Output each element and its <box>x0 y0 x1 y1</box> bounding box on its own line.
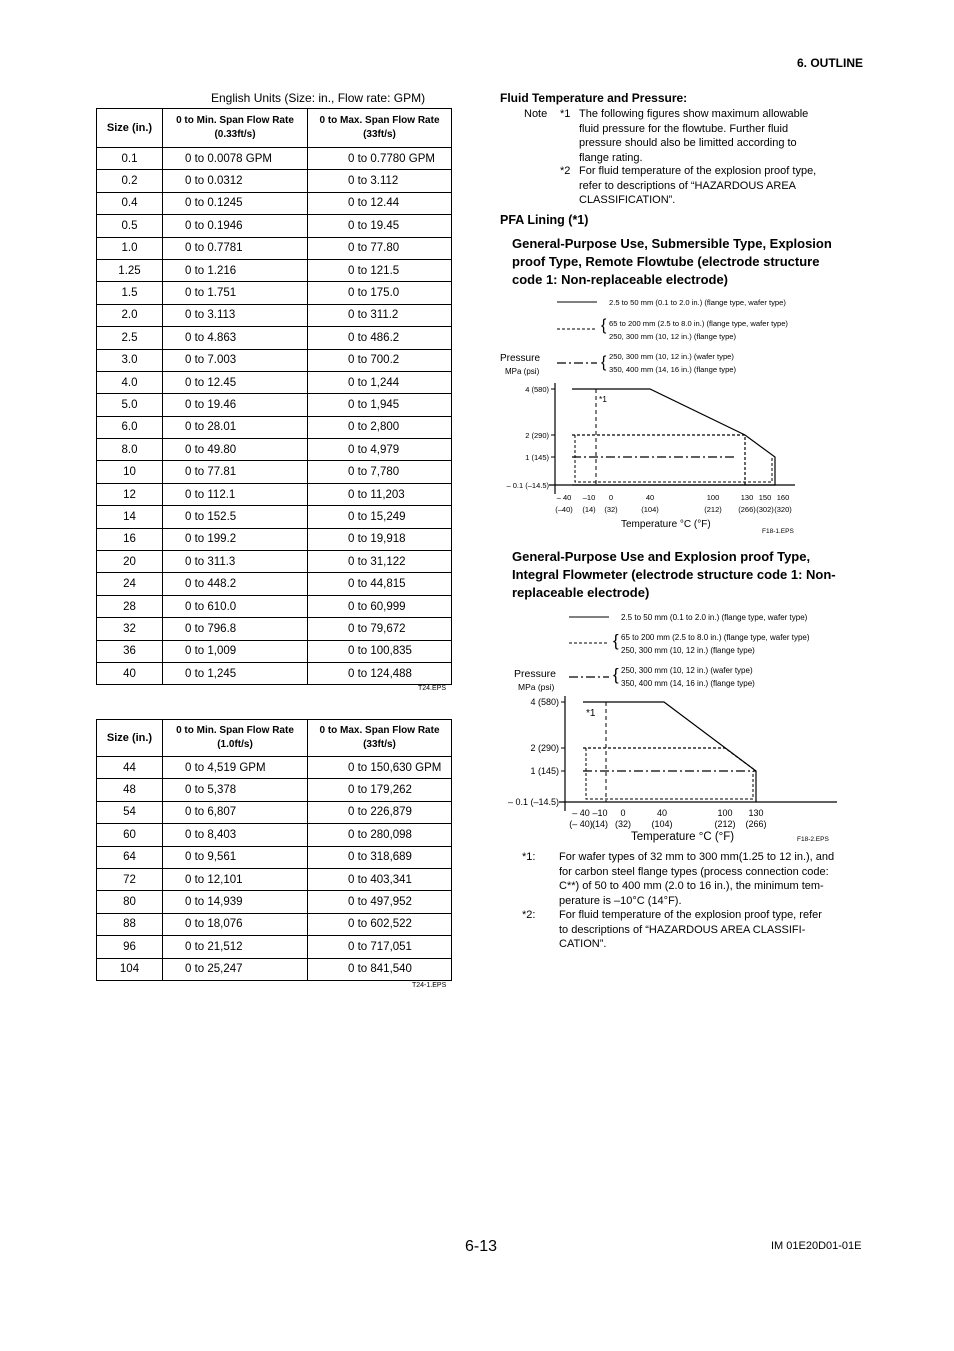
size-cell: 40 <box>97 662 163 684</box>
size-cell: 104 <box>97 958 163 980</box>
min-span-cell: 0 to 0.1946 <box>163 215 308 237</box>
table-row <box>97 327 452 349</box>
max-span-cell: 0 to 497,952 <box>308 891 452 913</box>
min-span-cell: 0 to 8,403 <box>163 824 308 846</box>
table-row <box>97 215 452 237</box>
min-span-cell: 0 to 1.216 <box>163 259 308 281</box>
chart-eps-label: F18-2.EPS <box>797 836 829 843</box>
note2-text: For fluid temperature of the explosion proof type, refer to descriptions of “HAZARDOUS AREA CLASSIFICATION”. <box>579 165 817 206</box>
table-row <box>97 349 452 371</box>
size-cell: 1.0 <box>97 237 163 259</box>
table-row <box>97 640 452 662</box>
size-cell: 72 <box>97 868 163 890</box>
x-tick-label: (302) <box>756 505 774 514</box>
size-cell: 28 <box>97 595 163 617</box>
chart-eps-label: F18-1.EPS <box>762 528 794 535</box>
max-span-cell: 0 to 121.5 <box>308 259 452 281</box>
x-tick-label: 150 <box>758 493 772 502</box>
annotation-mark: *1 <box>586 708 596 719</box>
table2-eps-label: T24-1.EPS <box>412 982 447 989</box>
min-span-cell: 0 to 4.863 <box>163 327 308 349</box>
size-cell: 96 <box>97 936 163 958</box>
size-cell: 14 <box>97 506 163 528</box>
series-dashed-inner-line <box>586 748 753 799</box>
legend-dashdot-label-2: 350, 400 mm (14, 16 in.) (flange type) <box>609 365 737 374</box>
y-axis-label-2: MPa (psi) <box>518 682 555 692</box>
max-span-cell: 0 to 31,122 <box>308 551 452 573</box>
legend-dashdot-label-2: 350, 400 mm (14, 16 in.) (flange type) <box>621 679 755 688</box>
max-span-cell: 0 to 486.2 <box>308 327 452 349</box>
y-axis-label-1: Pressure <box>500 353 541 364</box>
table-row <box>97 237 452 259</box>
x-tick-label: (14) <box>591 819 609 829</box>
x-tick-label: 0 <box>620 808 626 818</box>
footnote2-mark: *2: <box>522 909 536 921</box>
table-row <box>97 757 452 779</box>
size-cell: 1.5 <box>97 282 163 304</box>
header-size: Size (in.) <box>97 720 163 757</box>
x-tick-label: 0 <box>608 493 614 502</box>
legend-solid-label: 2.5 to 50 mm (0.1 to 2.0 in.) (flange type, wafer type) <box>621 613 808 622</box>
x-tick-label: 160 <box>776 493 790 502</box>
x-tick-label: –10 <box>592 808 608 818</box>
note2-mark: *2 <box>560 165 571 177</box>
min-span-cell: 0 to 4,519 GPM <box>163 757 308 779</box>
y-tick-label: 2 (290) <box>530 743 559 753</box>
max-span-cell: 0 to 0.7780 GPM <box>308 148 452 170</box>
size-cell: 8.0 <box>97 439 163 461</box>
size-cell: 44 <box>97 757 163 779</box>
legend-dashed-label-1: 65 to 200 mm (2.5 to 8.0 in.) (flange type, wafer type) <box>621 633 810 642</box>
table-row <box>97 416 452 438</box>
table-row <box>97 304 452 326</box>
min-span-cell: 0 to 28.01 <box>163 416 308 438</box>
max-span-cell: 0 to 403,341 <box>308 868 452 890</box>
chart2-heading: General-Purpose Use and Explosion proof Type, Integral Flowmeter (electrode structure code 1: Non- replaceable electrode) <box>512 549 836 600</box>
series-dashed-line <box>572 435 745 485</box>
max-span-cell: 0 to 15,249 <box>308 506 452 528</box>
series-dashed-inner-line <box>575 435 772 482</box>
max-span-cell: 0 to 100,835 <box>308 640 452 662</box>
table-row <box>97 551 452 573</box>
max-span-cell: 0 to 311.2 <box>308 304 452 326</box>
min-span-cell: 0 to 796.8 <box>163 618 308 640</box>
max-span-cell: 0 to 175.0 <box>308 282 452 304</box>
table-row <box>97 913 452 935</box>
max-span-cell: 0 to 7,780 <box>308 461 452 483</box>
y-tick-label: 2 (290) <box>525 431 549 440</box>
table-row <box>97 483 452 505</box>
x-tick-label: (–40) <box>555 505 573 514</box>
table-row <box>97 958 452 980</box>
size-cell: 80 <box>97 891 163 913</box>
y-tick-label: 1 (145) <box>525 453 549 462</box>
table-row <box>97 573 452 595</box>
max-span-cell: 0 to 700.2 <box>308 349 452 371</box>
header-size: Size (in.) <box>97 109 163 148</box>
min-span-cell: 0 to 9,561 <box>163 846 308 868</box>
max-span-cell: 0 to 77.80 <box>308 237 452 259</box>
y-tick-label: 4 (580) <box>525 385 549 394</box>
size-cell: 60 <box>97 824 163 846</box>
legend-dashed-label-2: 250, 300 mm (10, 12 in.) (flange type) <box>621 646 755 655</box>
max-span-cell: 0 to 150,630 GPM <box>308 757 452 779</box>
footnote1-mark: *1: <box>522 851 536 863</box>
max-span-cell: 0 to 280,098 <box>308 824 452 846</box>
size-cell: 2.0 <box>97 304 163 326</box>
max-span-cell: 0 to 717,051 <box>308 936 452 958</box>
table-row <box>97 439 452 461</box>
size-cell: 88 <box>97 913 163 935</box>
legend-dashdot-label-1: 250, 300 mm (10, 12 in.) (wafer type) <box>609 352 734 361</box>
size-cell: 32 <box>97 618 163 640</box>
table1-eps-label: T24.EPS <box>418 685 447 692</box>
legend-dashdot-label-1: 250, 300 mm (10, 12 in.) (wafer type) <box>621 666 753 675</box>
table-row <box>97 779 452 801</box>
max-span-cell: 0 to 1,945 <box>308 394 452 416</box>
max-span-cell: 0 to 3.112 <box>308 170 452 192</box>
max-span-cell: 0 to 179,262 <box>308 779 452 801</box>
legend-brace-2: { <box>601 354 607 371</box>
x-tick-label: (32) <box>604 505 618 514</box>
legend-dashed-label-2: 250, 300 mm (10, 12 in.) (flange type) <box>609 332 737 341</box>
header-min-span: 0 to Min. Span Flow Rate (0.33ft/s) <box>163 109 308 148</box>
x-axis-label: Temperature °C (°F) <box>631 831 735 843</box>
min-span-cell: 0 to 21,512 <box>163 936 308 958</box>
max-span-cell: 0 to 60,999 <box>308 595 452 617</box>
size-cell: 16 <box>97 528 163 550</box>
flow-rate-table-2 <box>96 719 452 981</box>
size-cell: 2.5 <box>97 327 163 349</box>
units-caption: English Units (Size: in., Flow rate: GPM) <box>211 91 426 105</box>
x-tick-label: (212) <box>714 819 736 829</box>
x-tick-label: (– 40) <box>569 819 593 829</box>
x-tick-label: 40 <box>645 493 655 502</box>
pfa-title: PFA Lining (*1) <box>500 213 589 227</box>
table-row <box>97 394 452 416</box>
size-cell: 20 <box>97 551 163 573</box>
size-cell: 3.0 <box>97 349 163 371</box>
min-span-cell: 0 to 25,247 <box>163 958 308 980</box>
size-cell: 0.4 <box>97 192 163 214</box>
max-span-cell: 0 to 318,689 <box>308 846 452 868</box>
max-span-cell: 0 to 79,672 <box>308 618 452 640</box>
pressure-temperature-chart-2 <box>495 605 845 845</box>
document-id: IM 01E20D01-01E <box>771 1240 862 1252</box>
min-span-cell: 0 to 49.80 <box>163 439 308 461</box>
legend-solid-label: 2.5 to 50 mm (0.1 to 2.0 in.) (flange type, wafer type) <box>609 298 786 307</box>
size-cell: 24 <box>97 573 163 595</box>
size-cell: 0.5 <box>97 215 163 237</box>
size-cell: 12 <box>97 483 163 505</box>
footnote2-text: For fluid temperature of the explosion proof type, refer to descriptions of “HAZARDOUS AREA CLASSIFI- CATION”. <box>559 909 822 950</box>
max-span-cell: 0 to 602,522 <box>308 913 452 935</box>
x-tick-label: (320) <box>774 505 792 514</box>
table-row <box>97 192 452 214</box>
min-span-cell: 0 to 199.2 <box>163 528 308 550</box>
size-cell: 36 <box>97 640 163 662</box>
y-tick-label: – 0.1 (–14.5) <box>507 797 559 807</box>
max-span-cell: 0 to 19,918 <box>308 528 452 550</box>
min-span-cell: 0 to 311.3 <box>163 551 308 573</box>
table-row <box>97 371 452 393</box>
min-span-cell: 0 to 1.751 <box>163 282 308 304</box>
chart1-heading: General-Purpose Use, Submersible Type, Explosion proof Type, Remote Flowtube (electrode structure code 1: Non-replaceable electrode) <box>512 236 832 287</box>
page-number: 6-13 <box>465 1238 498 1255</box>
size-cell: 0.2 <box>97 170 163 192</box>
table-row <box>97 170 452 192</box>
fluid-title: Fluid Temperature and Pressure: <box>500 91 688 105</box>
min-span-cell: 0 to 448.2 <box>163 573 308 595</box>
min-span-cell: 0 to 0.0078 GPM <box>163 148 308 170</box>
min-span-cell: 0 to 610.0 <box>163 595 308 617</box>
x-tick-label: (212) <box>704 505 722 514</box>
max-span-cell: 0 to 19.45 <box>308 215 452 237</box>
min-span-cell: 0 to 14,939 <box>163 891 308 913</box>
legend-brace-1: { <box>613 631 619 650</box>
footnote1-text: For wafer types of 32 mm to 300 mm(1.25 to 12 in.), and for carbon steel flange types (process connection code: C**) of 50 to 400 mm (2.0 to 16 in.), the minimum tem- perature is –10°C (14°F). <box>559 851 835 907</box>
size-cell: 1.25 <box>97 259 163 281</box>
header-min-span: 0 to Min. Span Flow Rate (1.0ft/s) <box>163 720 308 757</box>
annotation-mark: *1 <box>599 394 608 404</box>
y-tick-label: – 0.1 (–14.5) <box>506 481 549 490</box>
x-tick-label: – 40 <box>572 808 590 818</box>
series-solid-line <box>583 702 756 802</box>
header-max-span: 0 to Max. Span Flow Rate (33ft/s) <box>308 720 452 757</box>
size-cell: 6.0 <box>97 416 163 438</box>
chart2-plot-area <box>508 696 837 843</box>
y-tick-label: 4 (580) <box>530 697 559 707</box>
note-label: Note <box>524 108 548 120</box>
max-span-cell: 0 to 1,244 <box>308 371 452 393</box>
max-span-cell: 0 to 44,815 <box>308 573 452 595</box>
max-span-cell: 0 to 124,488 <box>308 662 452 684</box>
table-row <box>97 506 452 528</box>
legend-brace-1: { <box>601 317 607 334</box>
x-tick-label: (14) <box>582 505 596 514</box>
min-span-cell: 0 to 1,009 <box>163 640 308 662</box>
x-tick-label: 100 <box>706 493 720 502</box>
note1-text: The following figures show maximum allowable fluid pressure for the flowtube. Further fluid pressure should also be limitted according to flange rating. <box>579 108 809 164</box>
table-row <box>97 936 452 958</box>
x-tick-label: 130 <box>740 493 754 502</box>
max-span-cell: 0 to 226,879 <box>308 801 452 823</box>
min-span-cell: 0 to 6,807 <box>163 801 308 823</box>
table-row <box>97 595 452 617</box>
size-cell: 4.0 <box>97 371 163 393</box>
min-span-cell: 0 to 0.7781 <box>163 237 308 259</box>
x-axis-label: Temperature °C (°F) <box>621 519 711 530</box>
min-span-cell: 0 to 1,245 <box>163 662 308 684</box>
flow-rate-table-1 <box>96 108 452 685</box>
min-span-cell: 0 to 3.113 <box>163 304 308 326</box>
y-axis-label-2: MPa (psi) <box>505 367 540 376</box>
max-span-cell: 0 to 2,800 <box>308 416 452 438</box>
table-row <box>97 148 452 170</box>
table-row <box>97 846 452 868</box>
max-span-cell: 0 to 12.44 <box>308 192 452 214</box>
table-row <box>97 618 452 640</box>
x-tick-label: (104) <box>641 505 659 514</box>
size-cell: 0.1 <box>97 148 163 170</box>
min-span-cell: 0 to 12.45 <box>163 371 308 393</box>
max-span-cell: 0 to 11,203 <box>308 483 452 505</box>
x-tick-label: (266) <box>738 505 756 514</box>
chart1-plot-area <box>506 383 795 535</box>
header-max-span: 0 to Max. Span Flow Rate (33ft/s) <box>308 109 452 148</box>
table-row <box>97 662 452 684</box>
x-tick-label: (32) <box>614 819 632 829</box>
table-row <box>97 282 452 304</box>
max-span-cell: 0 to 841,540 <box>308 958 452 980</box>
x-tick-label: (104) <box>651 819 673 829</box>
x-tick-label: – 40 <box>556 493 572 502</box>
size-cell: 5.0 <box>97 394 163 416</box>
min-span-cell: 0 to 112.1 <box>163 483 308 505</box>
table-row <box>97 824 452 846</box>
min-span-cell: 0 to 12,101 <box>163 868 308 890</box>
table-row <box>97 461 452 483</box>
min-span-cell: 0 to 18,076 <box>163 913 308 935</box>
x-tick-label: 130 <box>748 808 764 818</box>
x-tick-label: 100 <box>717 808 733 818</box>
min-span-cell: 0 to 7.003 <box>163 349 308 371</box>
table-row <box>97 868 452 890</box>
table-row <box>97 259 452 281</box>
min-span-cell: 0 to 0.1245 <box>163 192 308 214</box>
table-row <box>97 801 452 823</box>
pressure-temperature-chart-1 <box>495 294 815 540</box>
y-tick-label: 1 (145) <box>530 766 559 776</box>
size-cell: 54 <box>97 801 163 823</box>
size-cell: 10 <box>97 461 163 483</box>
table-row <box>97 528 452 550</box>
size-cell: 48 <box>97 779 163 801</box>
x-tick-label: 40 <box>656 808 668 818</box>
min-span-cell: 0 to 77.81 <box>163 461 308 483</box>
x-tick-label: (266) <box>745 819 767 829</box>
y-axis-label-1: Pressure <box>514 668 557 680</box>
max-span-cell: 0 to 4,979 <box>308 439 452 461</box>
min-span-cell: 0 to 0.0312 <box>163 170 308 192</box>
min-span-cell: 0 to 5,378 <box>163 779 308 801</box>
legend-brace-2: { <box>613 665 619 684</box>
min-span-cell: 0 to 19.46 <box>163 394 308 416</box>
table-row <box>97 891 452 913</box>
size-cell: 64 <box>97 846 163 868</box>
legend-dashed-label-1: 65 to 200 mm (2.5 to 8.0 in.) (flange type, wafer type) <box>609 319 788 328</box>
note1-mark: *1 <box>560 108 571 120</box>
section-header: 6. OUTLINE <box>796 56 863 70</box>
min-span-cell: 0 to 152.5 <box>163 506 308 528</box>
x-tick-label: –10 <box>582 493 596 502</box>
